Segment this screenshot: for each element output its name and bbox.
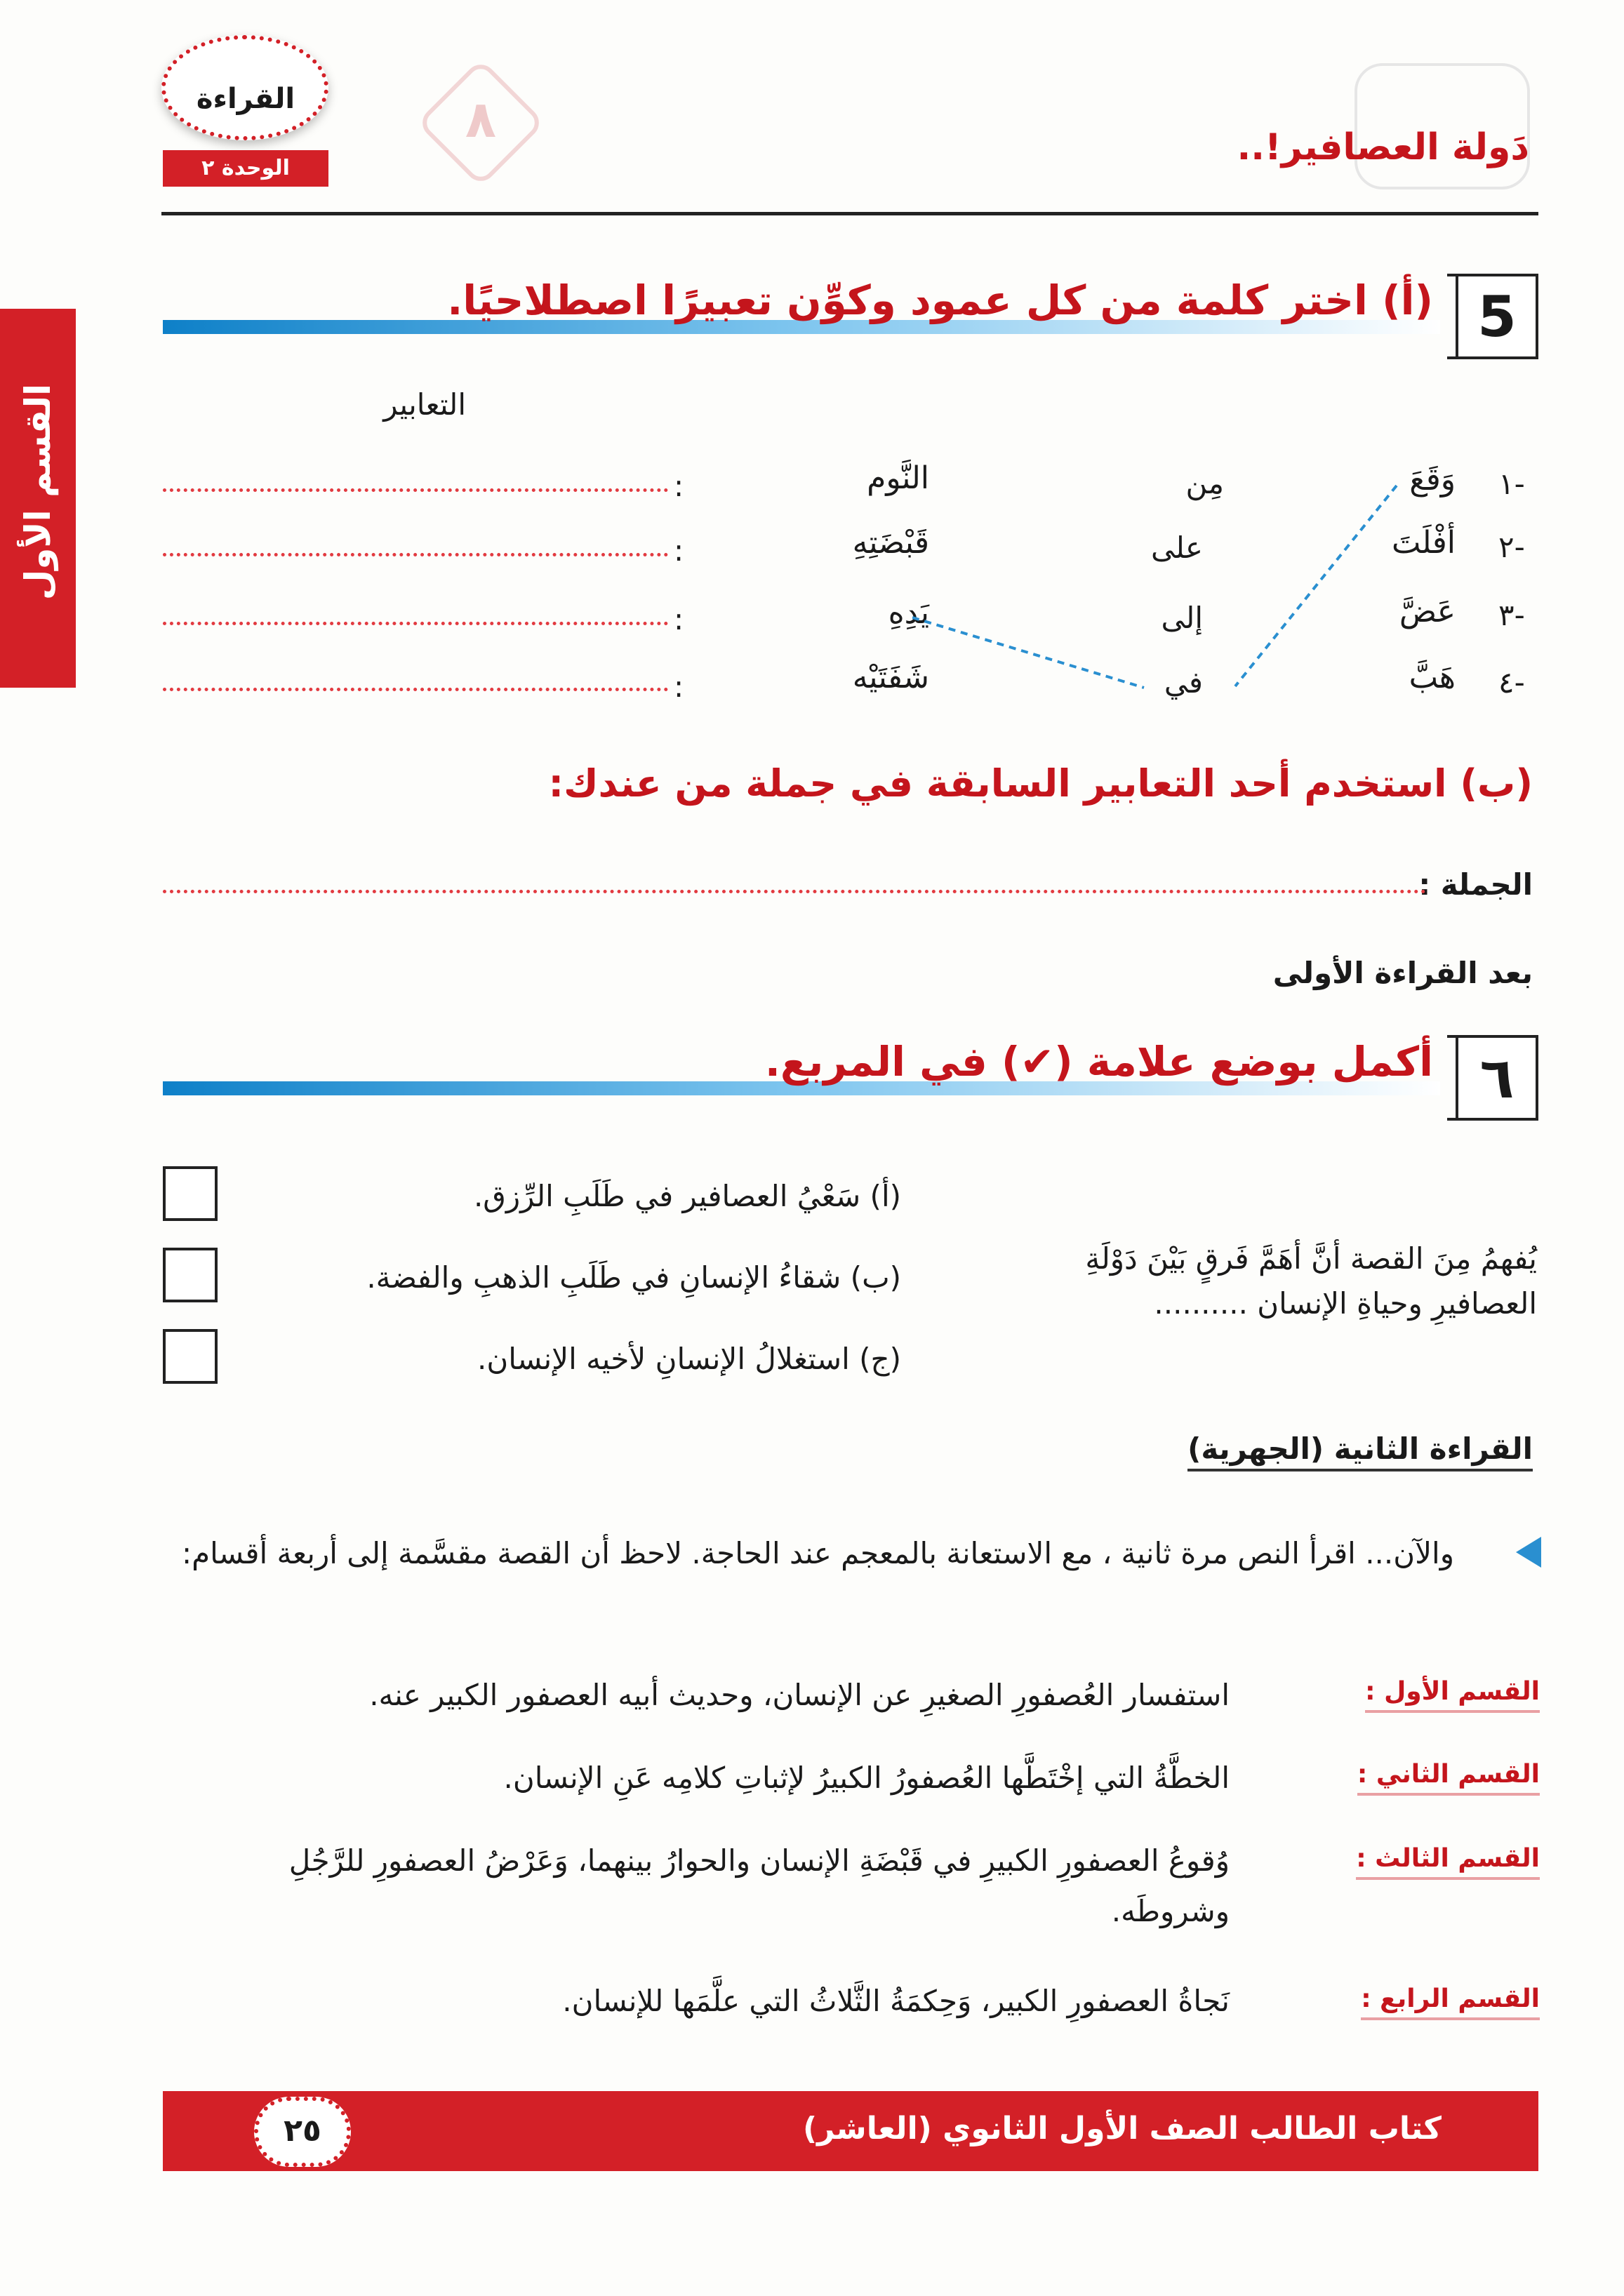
- header-divider: [161, 212, 1538, 215]
- word-col3: قَبْضَتِهِ: [852, 525, 929, 561]
- section-label-3: القسم الثالث :: [1356, 1844, 1540, 1880]
- sentence-label: الجملة :: [1418, 867, 1533, 902]
- question-5a-instruction: (أ) اختر كلمة من كل عمود وكوِّن تعبيرًا اصطلاحيًا.: [447, 276, 1433, 324]
- word-col3: شَفَتَيْه: [852, 660, 929, 695]
- word-col1: هَبَّ: [1409, 660, 1456, 695]
- story-title: دَولة العصافير!..: [1237, 126, 1529, 168]
- word-col2: في: [1164, 665, 1203, 700]
- section-label-1: القسم الأول :: [1365, 1677, 1540, 1713]
- question-5-header: [163, 274, 1538, 359]
- word-col1: عَضَّ: [1399, 594, 1456, 629]
- row-number: ٢-: [1498, 530, 1525, 564]
- badge-title: القراءة: [196, 83, 295, 115]
- word-col1: أفْلَتَ: [1391, 525, 1456, 561]
- option-a: (أ) سَعْيُ العصافير في طَلَبِ الرِّزق.: [473, 1179, 901, 1213]
- option-c: (ج) استغلالُ الإنسانِ لأخيه الإنسان.: [477, 1342, 901, 1376]
- row-number: ٤-: [1498, 665, 1525, 700]
- section-text-2: الخطَّةُ التي إخْتَطَّها العُصفورُ الكبيرُ لإثباتِ كلامِه عَنِ الإنسان.: [503, 1761, 1230, 1795]
- colon: :: [674, 602, 684, 636]
- bullet-triangle-icon: [1516, 1537, 1541, 1568]
- example-connector-lines: [912, 477, 1404, 702]
- question-6-header: [163, 1035, 1538, 1121]
- answer-line[interactable]: [163, 553, 668, 556]
- row-number: ١-: [1498, 467, 1525, 501]
- question-5b-instruction: (ب) استخدم أحد التعابير السابقة في جملة من عندك:: [548, 761, 1533, 806]
- word-col2: على: [1151, 530, 1203, 565]
- checkbox-a[interactable]: [163, 1166, 218, 1221]
- answer-line[interactable]: [163, 688, 668, 691]
- lesson-number: ٨: [465, 90, 496, 149]
- colon: :: [674, 533, 684, 568]
- sentence-answer-line[interactable]: [163, 890, 1426, 893]
- expressions-column-header: التعابير: [383, 387, 466, 422]
- question-6-stem: يُفهمُ مِنَ القصة أنَّ أهَمَّ فَرقٍ بَيْنَ دَوْلَةِ العصافيرِ وحياةِ الإنسان ..........: [1085, 1241, 1537, 1321]
- section-text-1: استفسار العُصفورِ الصغيرِ عن الإنسان، وحديث أبيه العصفور الكبير عنه.: [369, 1678, 1230, 1712]
- row-number: ٣-: [1498, 598, 1525, 632]
- colon: :: [674, 669, 684, 704]
- unit-label: الوحدة ٢: [163, 150, 328, 187]
- footer-book-title: كتاب الطالب الصف الأول الثانوي (العاشر): [802, 2111, 1442, 2147]
- question-number-box: ٦: [1456, 1035, 1538, 1121]
- side-section-label: القسم الأول: [18, 383, 58, 601]
- word-col3: يَدِهِ: [888, 595, 929, 631]
- section-text-3: وُقوعُ العصفورِ الكبيرِ في قَبْضَةِ الإنسان والحوارُ بينهما، وَعَرْضُ العصفورِ للرَّجُلِ وشروطَه.: [288, 1843, 1230, 1928]
- checkbox-b[interactable]: [163, 1248, 218, 1302]
- answer-line[interactable]: [163, 488, 668, 492]
- word-col3: النَّوم: [867, 460, 929, 496]
- word-col2: مِن: [1185, 466, 1224, 500]
- first-reading-heading: بعد القراءة الأولى: [1272, 956, 1533, 990]
- word-col1: وَقَعَ: [1409, 462, 1456, 498]
- section-label-2: القسم الثاني :: [1357, 1760, 1540, 1796]
- question-6-instruction: أكمل بوضع علامة (✔) في المربع.: [764, 1038, 1433, 1086]
- second-reading-heading: القراءة الثانية (الجهرية): [1187, 1431, 1533, 1471]
- option-b: (ب) شقاءُ الإنسانِ في طَلَبِ الذهبِ والفضة.: [366, 1260, 901, 1295]
- checkbox-c[interactable]: [163, 1329, 218, 1384]
- section-label-4: القسم الرابع :: [1361, 1984, 1540, 2020]
- colon: :: [674, 469, 684, 503]
- section-text-4: نَجاةُ العصفورِ الكبير، وَحِكمَةُ الثَّلاثُ التي علَّمَها للإنسان.: [562, 1984, 1230, 2018]
- page-number: ٢٥: [254, 2097, 351, 2167]
- question-number-box: 5: [1456, 274, 1538, 359]
- answer-line[interactable]: [163, 622, 668, 625]
- second-reading-intro: والآن... اقرأ النص مرة ثانية ، مع الاستعانة بالمعجم عند الحاجة. لاحظ أن القصة مقسَّمة إلى أربعة أقسام:: [181, 1536, 1454, 1570]
- word-col2: إلى: [1161, 601, 1203, 635]
